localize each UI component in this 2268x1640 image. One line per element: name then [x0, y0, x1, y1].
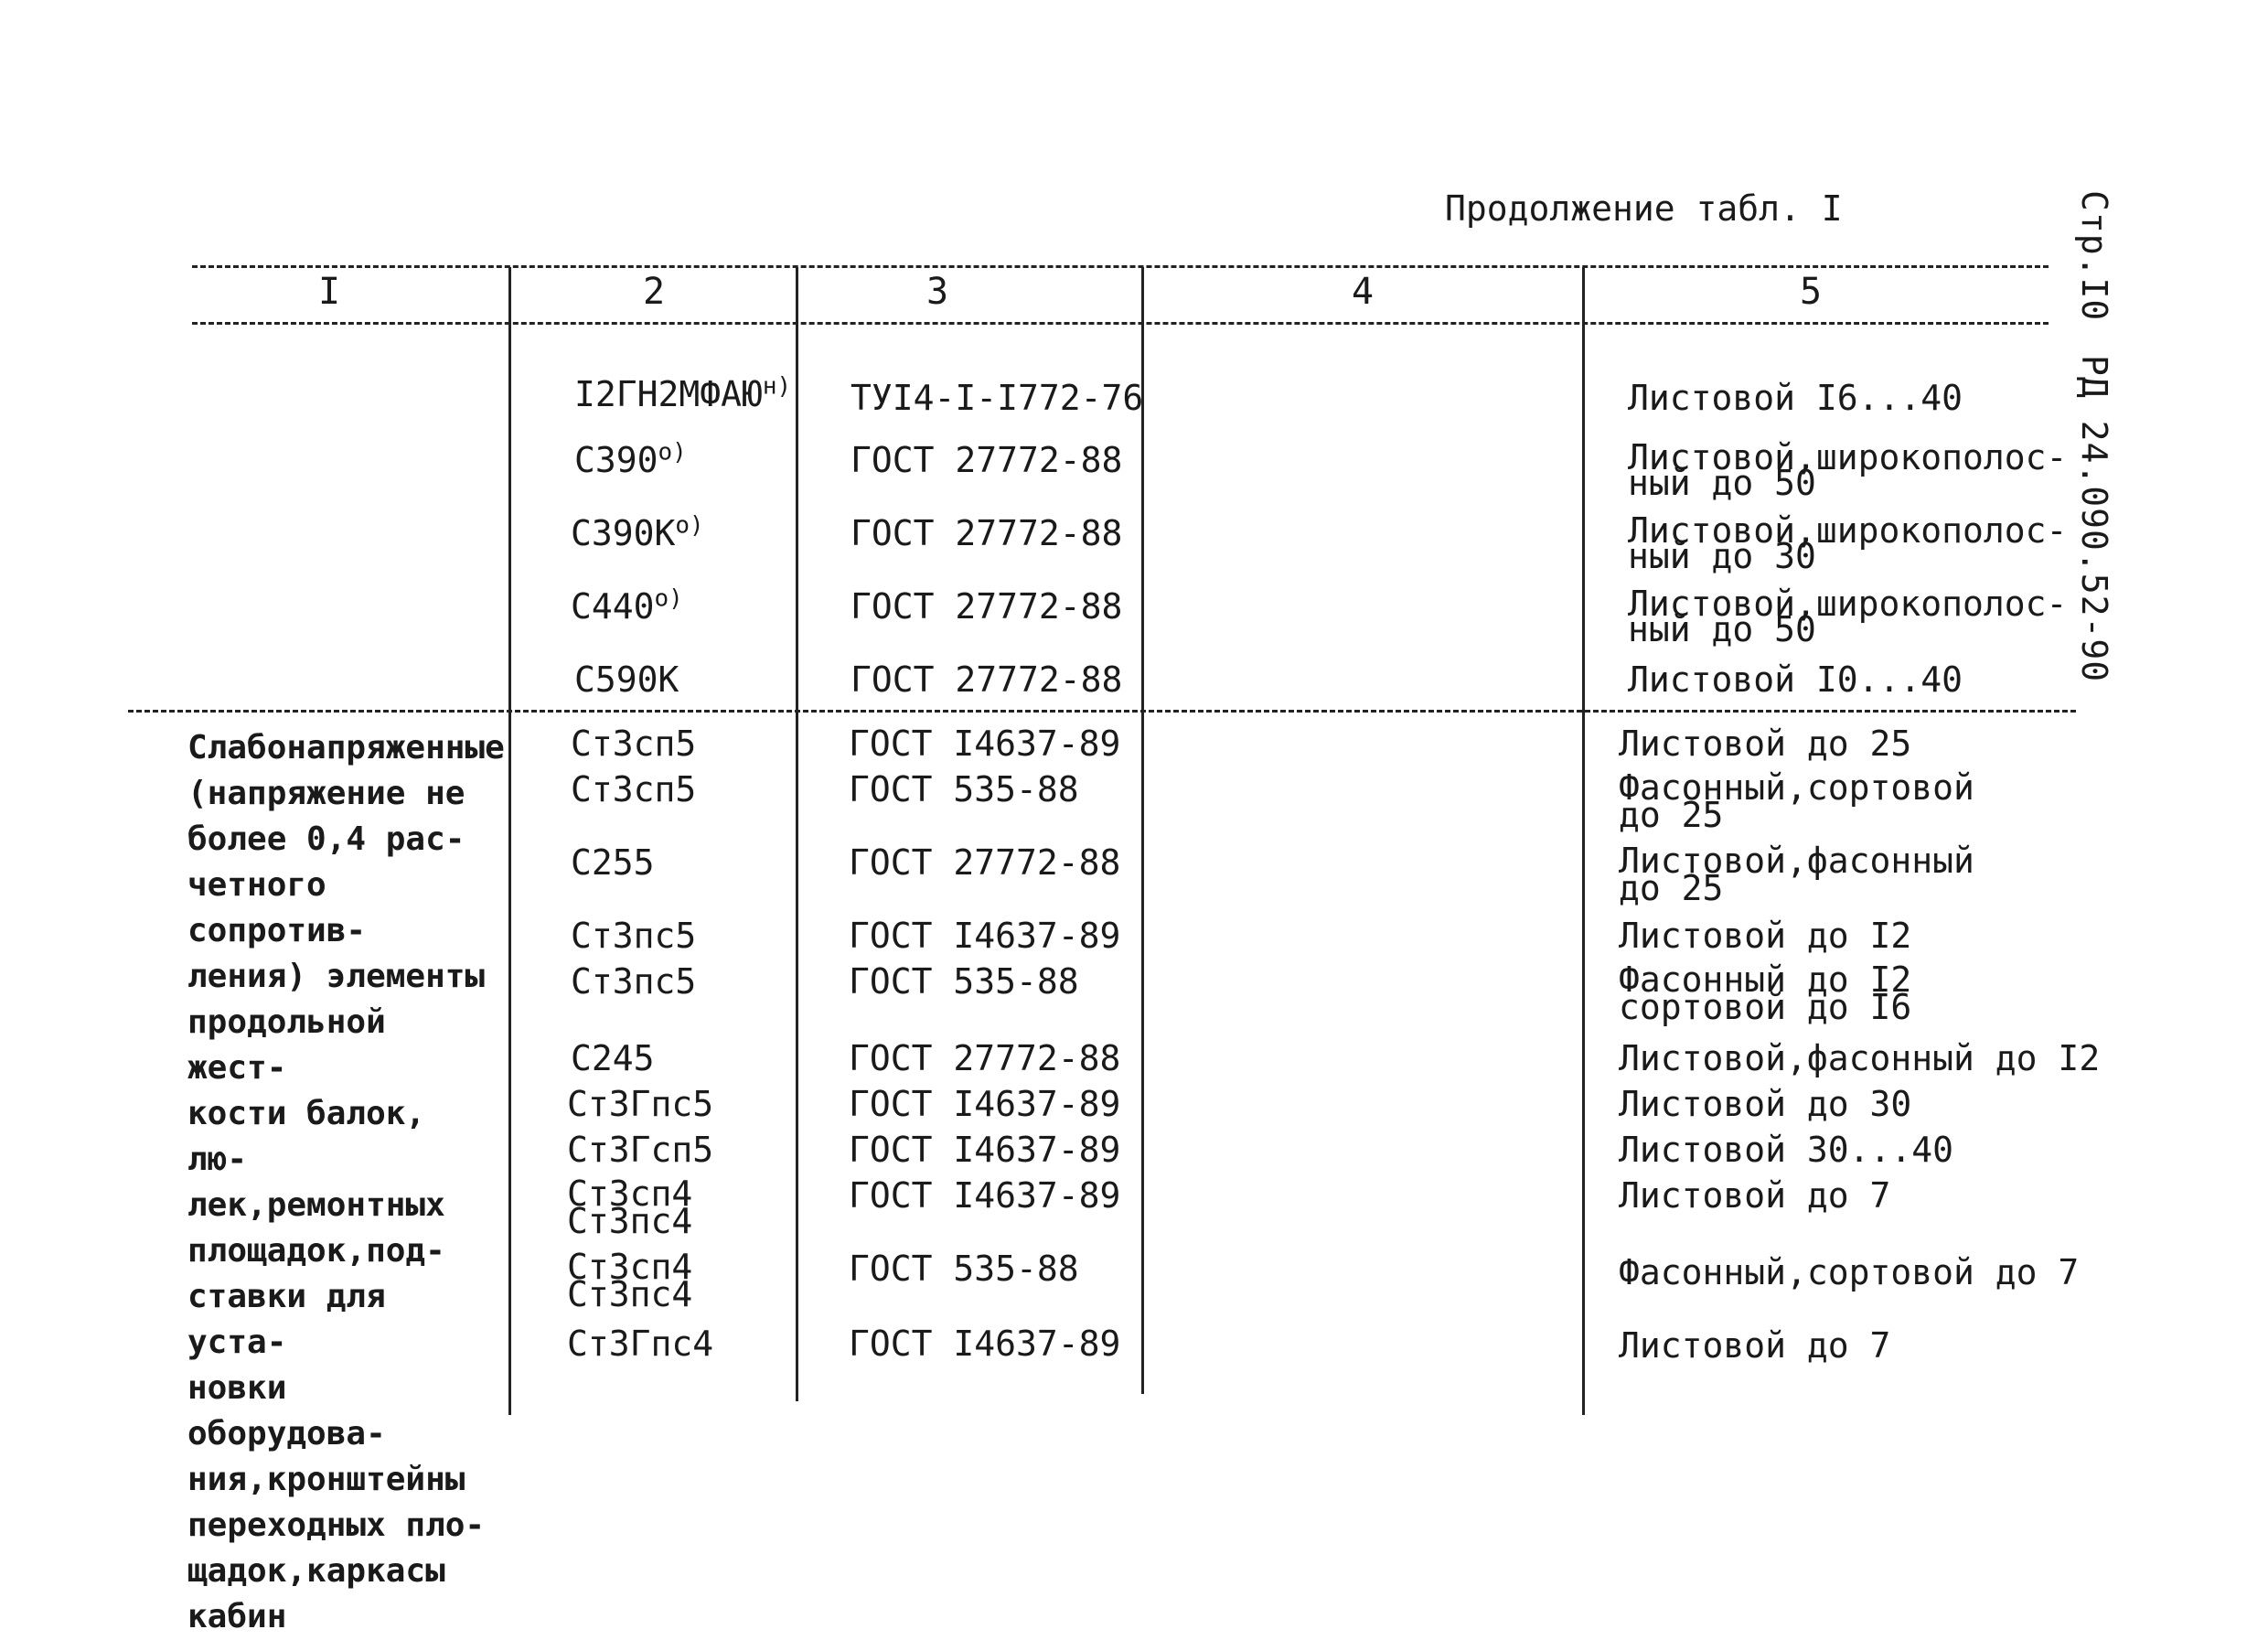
standard: ГОСТ I4637-89 [849, 1130, 1121, 1170]
standard: ГОСТ 27772-88 [850, 440, 1123, 480]
product-type: Листовой 30...40 [1619, 1130, 1954, 1170]
column-header-4: 4 [1351, 271, 1375, 313]
standard: ГОСТ I4637-89 [849, 1324, 1121, 1364]
standard: ГОСТ 27772-88 [849, 842, 1121, 883]
header-bottom-rule [192, 322, 2049, 325]
standard: ГОСТ 27772-88 [849, 1038, 1121, 1078]
standard: ТУI4-I-I772-76 [850, 378, 1144, 418]
group-divider-rule [128, 710, 2076, 713]
steel-grade: С245 [571, 1038, 655, 1078]
standard: ГОСТ 27772-88 [850, 586, 1123, 627]
column-header-5: 5 [1799, 271, 1823, 313]
product-type: Листовой,фасонный до I2 [1619, 1038, 2101, 1078]
product-type: Листовой до 25 [1619, 724, 1912, 764]
page-number: Стр.I0 [2074, 190, 2114, 322]
steel-grade: Ст3Гпс5 [567, 1084, 714, 1124]
product-type: Листовой,широкополос- ный до 50 [1628, 584, 2068, 649]
col-divider-4 [1582, 267, 1585, 1415]
col-divider-1 [508, 267, 511, 1415]
margin-header [2074, 190, 2122, 683]
standard: ГОСТ 27772-88 [850, 513, 1123, 553]
column-header-1: I [317, 271, 341, 313]
document-code: РД 24.090.52-90 [2074, 355, 2114, 683]
standard: ГОСТ I4637-89 [849, 724, 1121, 764]
element-description: Слабонапряженные (напряжение не более 0,4 рас- четного сопротив- ления) элементы продольной жест- кости балок, лю- лек,ремонтных площадок,под- ставки для уста- новки оборудова- ния,кронштейны переходных пло- щадок,каркасы кабин [187, 729, 505, 1635]
product-type: Листовой до 7 [1619, 1325, 1891, 1366]
steel-grade: С255 [571, 842, 655, 883]
standard: ГОСТ 535-88 [849, 769, 1079, 809]
product-type: Фасонный до I2 сортовой до I6 [1619, 959, 1912, 1027]
steel-grade: Ст3сп5 [571, 724, 697, 764]
product-type: Фасонный,сортовой до 25 [1619, 767, 1974, 835]
product-type: Фасонный,сортовой до 7 [1619, 1252, 2080, 1292]
steel-grade: Ст3пс5 [571, 961, 697, 1002]
standard: ГОСТ I4637-89 [849, 916, 1121, 956]
steel-grade: Ст3пс5 [571, 916, 697, 956]
product-type: Листовой до 7 [1619, 1175, 1891, 1216]
steel-grade: Ст3Гсп5 [567, 1130, 714, 1170]
steel-grade: $С390^{о)}$ [574, 438, 687, 480]
col-divider-3 [1141, 267, 1144, 1394]
standard: ГОСТ I4637-89 [849, 1084, 1121, 1124]
standard: ГОСТ I4637-89 [849, 1175, 1121, 1216]
steel-grade: Ст3Гпс4 [567, 1324, 714, 1364]
steel-grade: $С390К^{о)}$ [571, 511, 704, 553]
steel-grade: Ст3сп4 Ст3пс4 [567, 1174, 693, 1241]
standard: ГОСТ 27772-88 [850, 659, 1123, 700]
continuation-label: Продолжение табл. I [1445, 188, 1843, 229]
steel-grade: Ст3сп5 [571, 769, 697, 809]
product-type: Листовой до 30 [1619, 1084, 1912, 1124]
steel-grade: $С440^{о)}$ [571, 584, 683, 627]
product-type: Листовой,широкополос- ный до 50 [1628, 437, 2068, 503]
product-type: Листовой I0...40 [1628, 659, 1963, 700]
column-header-2: 2 [642, 271, 666, 313]
steel-grade: Ст3сп4 Ст3пс4 [567, 1247, 693, 1314]
product-type: Листовой,широкополос- ный до 30 [1628, 510, 2068, 576]
steel-grade: С590К [574, 659, 679, 700]
col-divider-2 [796, 267, 798, 1401]
standard: ГОСТ 535-88 [849, 961, 1079, 1002]
product-type: Листовой до I2 [1619, 916, 1912, 956]
steel-grade: $I2ГН2МФАЮ^{н)}$ [574, 372, 792, 414]
product-type: Листовой,фасонный до 25 [1619, 841, 1974, 908]
product-type: Листовой I6...40 [1628, 378, 1963, 418]
header-top-rule [192, 265, 2049, 268]
column-header-3: 3 [925, 271, 949, 313]
standard: ГОСТ 535-88 [849, 1249, 1079, 1289]
